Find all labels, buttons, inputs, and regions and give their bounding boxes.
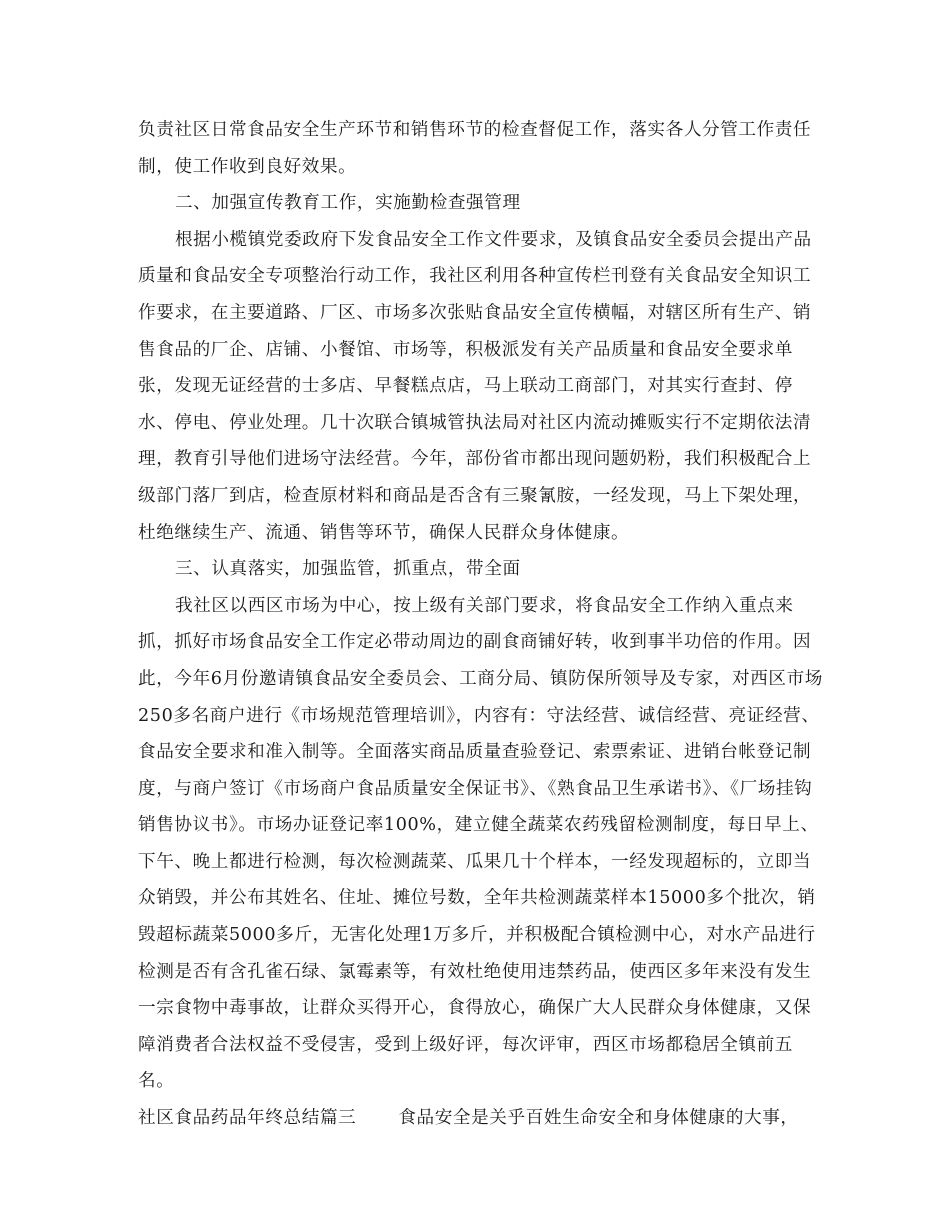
paragraph-market: 我社区以西区市场为中心，按上级有关部门要求，将食品安全工作纳入重点来抓，抓好市场食品安全工作定必带动周边的副食商铺好转，收到事半功倍的作用。因此，今年6月份邀请镇食品安全委员会、工商分局、镇防保所领导及专家，对西区市场250多名商户进行《市场规范管理培训》，内容有：守法经营、诚信经营、亮证经营、食品安全要求和准入制等。全面落实商品质量查验登记、索票索证、进销台帐登记制度，与商户签订《市场商户食品质量安全保证书》、《熟食品卫生承诺书》、《厂场挂钩销售协议书》。市场办证登记率100%，建立健全蔬菜农药残留检测制度，每日早上、下午、晚上都进行检测，每次检测蔬菜、瓜果几十个样本，一经发现超标的，立即当众销毁，并公布其姓名、住址、摊位号数，全年共检测蔬菜样本15000多个批次，销毁超标蔬菜5000多斤，无害化处理1万多斤，并积极配合镇检测中心，对水产品进行检测是否有含孔雀石绿、氯霉素等，有效杜绝使用违禁药品，使西区多年来没有发生一宗食物中毒事故，让群众买得开心，食得放心，确保广大人民群众身体健康，又保障消费者合法权益不受侵害，受到上级好评，每次评审，西区市场都稳居全镇前五名。 xyxy=(138,595,823,1092)
document-page xyxy=(138,112,828,1137)
section-heading-2: 二、加强宣传教育工作，实施勤检查强管理 xyxy=(174,193,521,214)
paragraph-publicity: 根据小榄镇党委政府下发食品安全工作文件要求，及镇食品安全委员会提出产品质量和食品安全专项整治行动工作，我社区利用各种宣传栏刊登有关食品安全知识工作要求，在主要道路、厂区、市场多次张贴食品安全宣传横幅，对辖区所有生产、销售食品的厂企、店铺、小餐馆、市场等，积极派发有关产品质量和食品安全要求单张，发现无证经营的士多店、早餐糕点店，马上联动工商部门，对其实行查封、停水、停电、停业处理。几十次联合镇城管执法局对社区内流动摊贩实行不定期依法清理，教育引导他们进场守法经营。今年，部份省市都出现问题奶粉，我们积极配合上级部门落厂到店，检查原材料和商品是否含有三聚氰胺，一经发现，马上下架处理，杜绝继续生产、流通、销售等环节，确保人民群众身体健康。 xyxy=(138,229,812,543)
next-section-title: 社区食品药品年终总结篇三 xyxy=(138,1108,357,1129)
paragraph-responsibility: 负责社区日常食品安全生产环节和销售环节的检查督促工作，落实各人分管工作责任制，使工作收到良好效果。 xyxy=(138,120,812,177)
next-section-line xyxy=(138,1100,828,1137)
section-heading-3: 三、认真落实，加强监管，抓重点，带全面 xyxy=(174,559,521,580)
next-section-text: 食品安全是关乎百姓生命安全和身体健康的大事， xyxy=(398,1108,799,1129)
